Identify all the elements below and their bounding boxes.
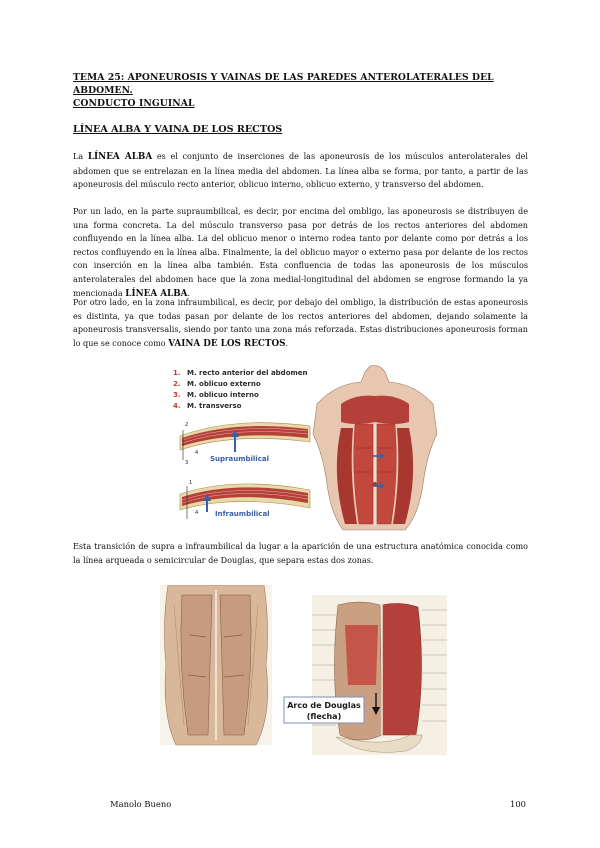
legend-text-4: M. transverso <box>187 402 242 410</box>
figure-rectus-sheath <box>165 364 440 532</box>
p3-text-a: Por otro lado, en la zona infraumbilical, es decir, por debajo del ombligo, la distribución de estas aponeurosis es distinta, ya que todas pasan por delante de los rectos anteriores del abdomen, dejando solamente la aponeurosis transversalis, siendo por tanto una zona más reforzada. Estas distribuciones aponeurosis forman lo que se conoce como <box>73 297 528 348</box>
svg-text:2: 2 <box>185 422 189 428</box>
paragraph-2 <box>73 205 528 301</box>
abdomen-dissection-photo <box>160 585 272 745</box>
svg-text:1: 1 <box>189 480 193 486</box>
torso-muscle-illustration <box>313 366 437 530</box>
p1-text-a: La <box>73 151 88 161</box>
legend-text-3: M. oblicuo interno <box>187 391 259 399</box>
label-infraumbilical: Infraumbilical <box>215 510 270 518</box>
callout-line-2: (flecha) <box>306 712 342 721</box>
p2-text-b: . <box>187 287 191 298</box>
footer-page-number: 100 <box>510 799 526 809</box>
legend-text-1: M. recto anterior del abdomen <box>187 369 308 377</box>
page-title <box>73 71 533 110</box>
footer-author: Manolo Bueno <box>110 799 172 809</box>
p1-text-b: es el conjunto de inserciones de las aponeurosis de los músculos anterolaterales del abdomen que se entrelazan en la línea media del abdomen. La línea alba se forma, por tanto, a partir de las aponeurosis del músculo recto anterior, oblicuo interno, oblicuo externo, y transverso del abdomen. <box>73 151 528 190</box>
svg-text:4: 4 <box>195 450 199 456</box>
label-supraumbilical: Supraumbilical <box>210 455 269 463</box>
douglas-callout <box>284 697 364 723</box>
legend-num-4: 4. <box>173 402 181 410</box>
p2-text-a: Por un lado, en la parte supraumbilical, es decir, por encima del ombligo, las aponeurosis se distribuyen de una forma concreta. La del músculo transverso pasa por detrás de los rectos anteriores del abdomen confluyendo en la línea alba. La del oblicuo menor o interno rodea tanto por delante como por detrás a los rectos confluyendo en la línea alba. Finalmente, la del oblicuo mayor o externo pasa por delante de los rectos con inserción en la línea alba también. Esta confluencia de todas las aponeurosis de los músculos anterolaterales del abdomen hace que la zona medial-longitudinal del abdomen se engrose formando la ya mencionada <box>73 206 528 298</box>
infraumbilical-section-illustration <box>180 480 310 519</box>
paragraph-4: Esta transición de supra a infraumbilical da lugar a la aparición de una estructura anatómica conocida como la línea arqueada o semicircular de Douglas, que separa estas dos zonas. <box>73 541 528 565</box>
legend-text-2: M. oblicuo externo <box>187 380 261 388</box>
svg-text:3: 3 <box>185 460 189 466</box>
figure-arcuate-line <box>160 585 452 760</box>
posterior-wall-diagram <box>312 595 447 755</box>
p3-text-b: . <box>285 337 289 348</box>
p3-bold: VAINA DE LOS RECTOS <box>168 338 286 349</box>
legend-num-2: 2. <box>173 380 181 388</box>
section-heading: LÍNEA ALBA Y VAINA DE LOS RECTOS <box>73 124 283 135</box>
svg-text:4: 4 <box>195 510 199 516</box>
callout-line-1: Arco de Douglas <box>287 701 361 710</box>
title-line-1: TEMA 25: APONEUROSIS Y VAINAS DE LAS PAREDES ANTEROLATERALES DEL ABDOMEN. <box>73 72 494 96</box>
paragraph-3 <box>73 296 528 351</box>
p1-bold: LÍNEA ALBA <box>87 152 153 162</box>
title-line-2: CONDUCTO INGUINAL <box>73 98 195 109</box>
paragraph-1 <box>73 150 528 192</box>
p2-bold: LÍNEA ALBA <box>125 288 188 299</box>
supraumbilical-section-illustration <box>180 422 310 466</box>
legend-num-3: 3. <box>173 391 181 399</box>
legend-num-1: 1. <box>173 369 181 377</box>
